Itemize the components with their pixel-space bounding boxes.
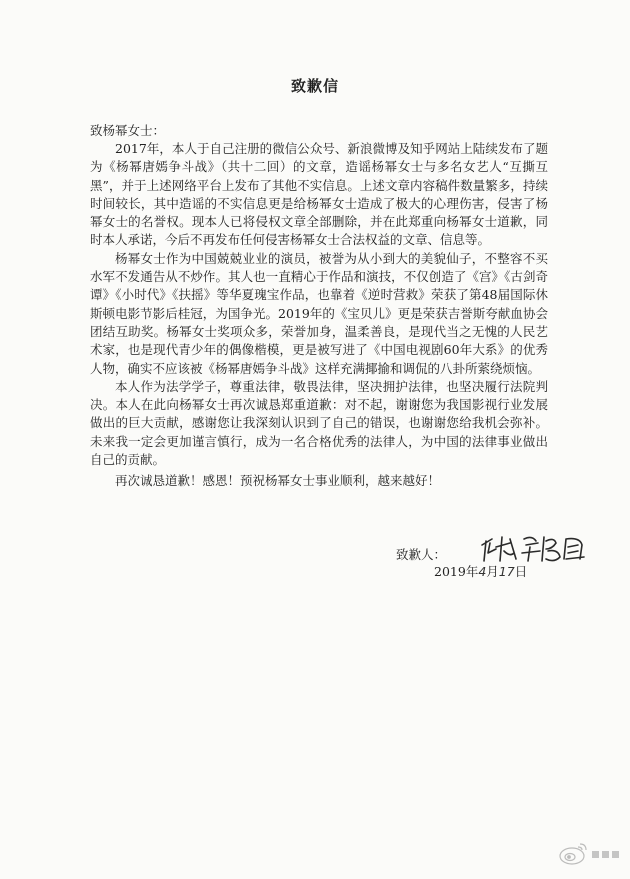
closing-line: 再次诚恳道歉！感恩！预祝杨幂女士事业顺利，越来越好！ [115,473,441,488]
letter-body [90,140,548,469]
salutation: 致杨幂女士： [90,123,166,138]
date-month: 4 [478,564,487,579]
handwritten-signature [480,531,590,565]
date-day-suffix: 日 [514,564,528,579]
date-year-suffix: 年 [465,564,479,579]
sign-date [434,562,527,580]
weibo-watermark-icon [556,838,626,870]
letter-title: 致歉信 [290,77,339,95]
date-day: 17 [498,564,515,579]
sign-label: 致歉人： [396,547,447,562]
paragraph-2: 杨幂女士作为中国兢兢业业的演员，被誉为从小到大的美貌仙子，不整容不买水军不发通告从不炒作。其人也一直精心于作品和演技，不仅创造了《宫》《古剑奇谭》《小时代》《扶摇》等华夏瑰宝作品，也靠着《逆时营救》荣获了第48届国际休斯顿电影节影后桂冠，为国争光。2019年的《宝贝儿》更是荣获吉誉斯夸献血协会团结互助奖。杨幂女士奖项众多，荣誉加身，温柔善良，是现代当之无愧的人民艺术家，也是现代青少年的偶像楷模，更是被写进了《中国电视剧60年大系》的优秀人物，确实不应该被《杨幂唐嫣争斗战》这样充满揶揄和调侃的八卦所萦绕烦恼。 [90,250,548,376]
date-year: 2019 [434,564,466,579]
signature-block [396,537,596,587]
paragraph-3: 本人作为法学学子，尊重法律，敬畏法律，坚决拥护法律，也坚决履行法院判决。本人在此向杨幂女士再次诚恳郑重道歉：对不起，谢谢您为我国影视行业发展做出的巨大贡献，感谢您让我深刻认识到了自己的错误，也谢谢您给我机会弥补。未来我一定会更加谨言慎行，成为一名合格优秀的法律人，为中国的法律事业做出自己的贡献。 [90,378,548,468]
paragraph-1: 2017年，本人于自己注册的微信公众号、新浪微博及知乎网站上陆续发布了题为《杨幂唐嫣争斗战》（共十二回）的文章，造谣杨幂女士与多名女艺人“互撕互黑”，并于上述网络平台上发布了其他不实信息。上述文章内容稿件数量繁多，持续时间较长，其中造谣的不实信息更是给杨幂女士造成了极大的心理伤害，侵害了杨幂女士的名誉权。现本人已将侵权文章全部删除，并在此郑重向杨幂女士道歉，同时本人承诺，今后不再发布任何侵害杨幂女士合法权益的文章、信息等。 [90,141,548,248]
date-month-suffix: 月 [486,564,499,579]
